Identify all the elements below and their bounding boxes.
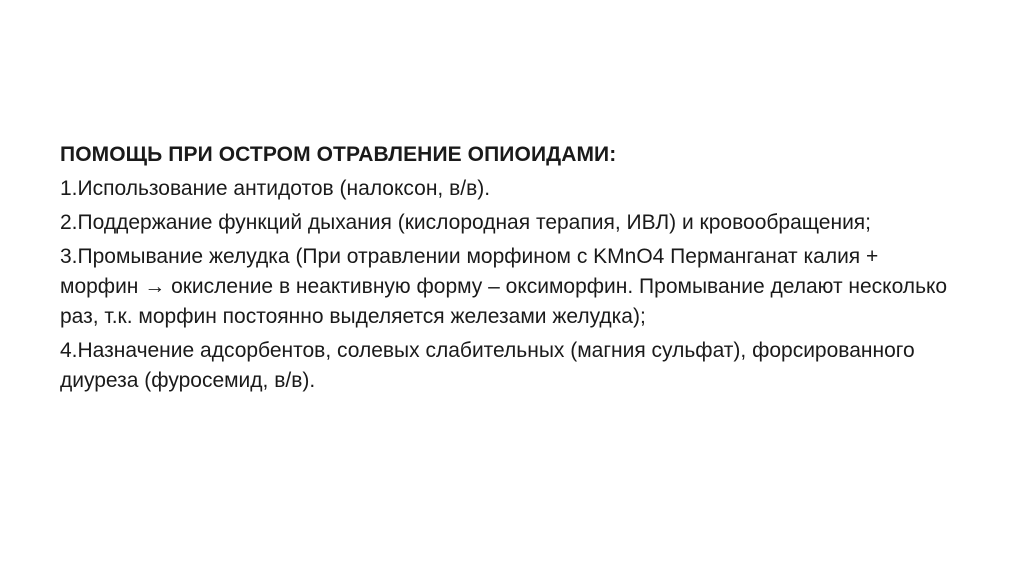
list-item-adsorbents: 4.Назначение адсорбентов, солевых слабительных (магния сульфат), форсированного диуреза (фуросемид, в/в). — [60, 339, 915, 392]
list-item-breathing-support: 2.Поддержание функций дыхания (кислородная терапия, ИВЛ) и кровообращения; — [60, 211, 872, 234]
slide-title: ПОМОЩЬ ПРИ ОСТРОМ ОТРАВЛЕНИЕ ОПИОИДАМИ: — [60, 143, 617, 166]
slide-content — [60, 139, 960, 400]
list-item-antidotes: 1.Использование антидотов (налоксон, в/в). — [60, 177, 491, 200]
list-item-gastric-lavage: 3.Промывание желудка (При отравлении морфином с KMnO4 Перманганат калия + морфин → окисление в неактивную форму – оксиморфин. Промывание делают несколько раз, т.к. морфин постоянно выделяется железами желудка); — [60, 245, 948, 328]
